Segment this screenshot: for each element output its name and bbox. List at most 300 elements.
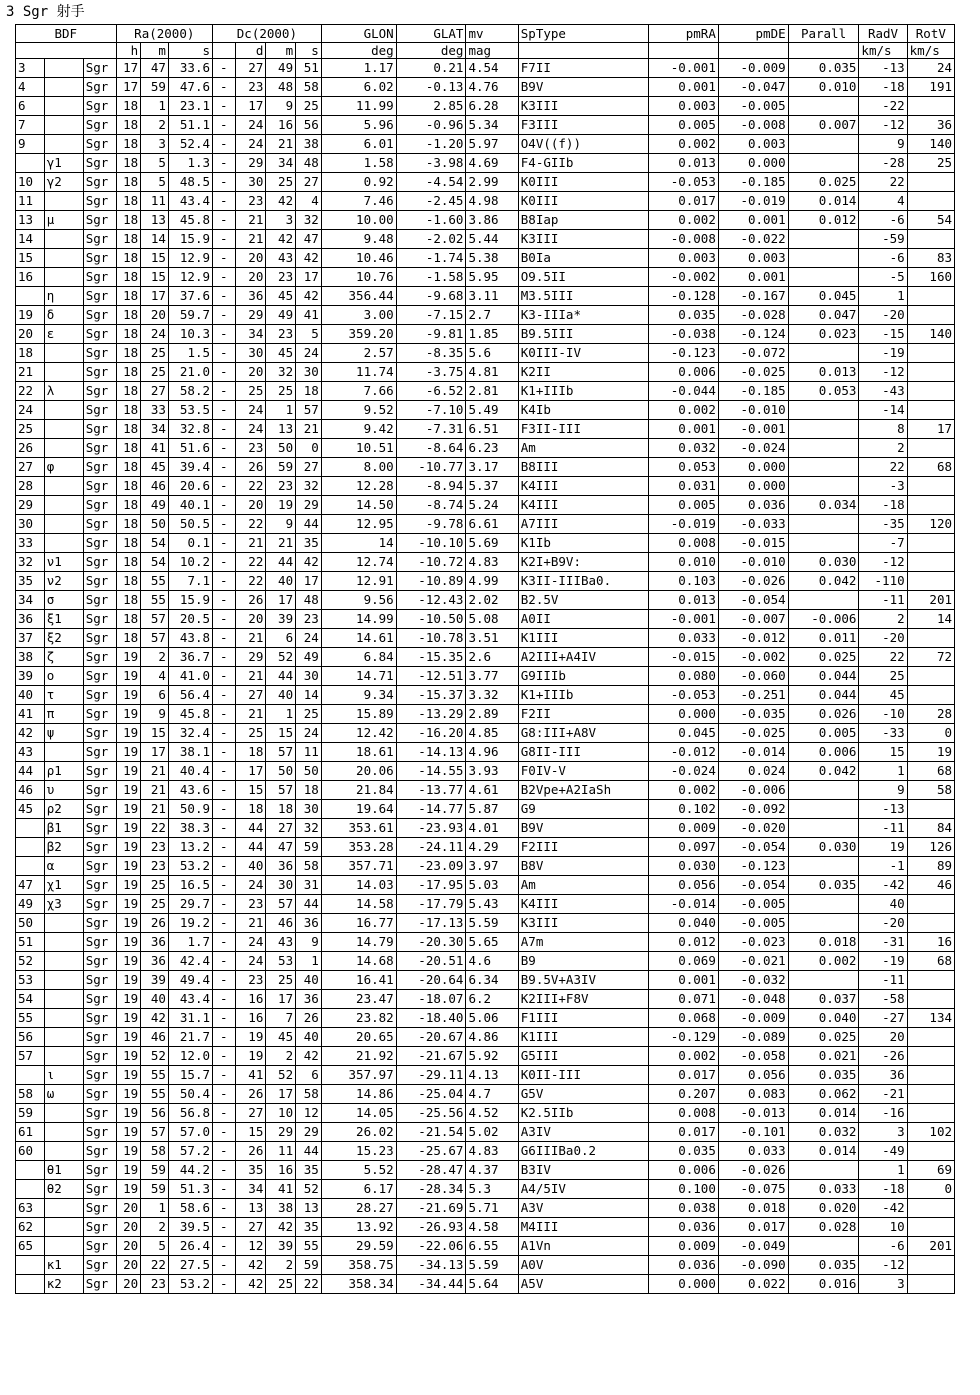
- cell-pmde: 0.083: [718, 1085, 788, 1104]
- cell-mv: 5.34: [466, 116, 518, 135]
- cell-dec-m: 57: [266, 743, 296, 762]
- cell-pmde: 0.024: [718, 762, 788, 781]
- cell-sptype: F3II-III: [518, 420, 648, 439]
- table-row: [16, 306, 955, 325]
- cell-glon: 12.91: [321, 572, 396, 591]
- cell-parall: 0.011: [788, 629, 859, 648]
- cell-glon: 358.75: [321, 1256, 396, 1275]
- cell-mv: 4.83: [466, 1142, 518, 1161]
- cell-radv: -6: [859, 1237, 907, 1256]
- cell-sptype: K3III: [518, 914, 648, 933]
- cell-dec-d: 21: [235, 629, 266, 648]
- cell-bdf-number: 60: [16, 1142, 45, 1161]
- cell-glat: -7.15: [396, 306, 466, 325]
- table-row: [16, 496, 955, 515]
- cell-parall: 0.023: [788, 325, 859, 344]
- cell-bayer: σ: [44, 591, 83, 610]
- cell-pmde: 0.056: [718, 1066, 788, 1085]
- cell-ra-m: 55: [141, 572, 169, 591]
- cell-ra-m: 36: [141, 952, 169, 971]
- cell-glat: -25.04: [396, 1085, 466, 1104]
- cell-radv: -18: [859, 1180, 907, 1199]
- cell-pmde: 0.018: [718, 1199, 788, 1218]
- cell-parall: [788, 800, 859, 819]
- cell-glat: -25.67: [396, 1142, 466, 1161]
- cell-glon: 14.79: [321, 933, 396, 952]
- cell-sptype: B9.5III: [518, 325, 648, 344]
- header-rotv: RotV: [907, 25, 954, 43]
- cell-sptype: K3III: [518, 97, 648, 116]
- cell-constellation: Sgr: [83, 1085, 116, 1104]
- cell-ra-m: 15: [141, 249, 169, 268]
- cell-dec-m: 32: [266, 363, 296, 382]
- cell-dec-sign: -: [213, 1256, 236, 1275]
- cell-dec-sign: -: [213, 762, 236, 781]
- cell-glon: 10.76: [321, 268, 396, 287]
- cell-ra-s: 43.4: [168, 192, 212, 211]
- cell-ra-h: 19: [116, 838, 141, 857]
- table-row: [16, 819, 955, 838]
- cell-pmra: -0.053: [649, 686, 719, 705]
- cell-bayer: υ: [44, 781, 83, 800]
- cell-pmra: 0.040: [649, 914, 719, 933]
- cell-sptype: K1III: [518, 629, 648, 648]
- cell-bayer: [44, 1142, 83, 1161]
- cell-ra-h: 19: [116, 1066, 141, 1085]
- cell-bdf-number: 41: [16, 705, 45, 724]
- cell-sptype: A4/5IV: [518, 1180, 648, 1199]
- cell-dec-s: 14: [296, 686, 322, 705]
- cell-bayer: [44, 743, 83, 762]
- cell-bdf-number: 40: [16, 686, 45, 705]
- cell-parall: 0.044: [788, 667, 859, 686]
- cell-radv: 3: [859, 1123, 907, 1142]
- cell-ra-s: 20.6: [168, 477, 212, 496]
- cell-dec-sign: -: [213, 1009, 236, 1028]
- cell-ra-s: 21.7: [168, 1028, 212, 1047]
- cell-bayer: [44, 249, 83, 268]
- cell-glat: -21.69: [396, 1199, 466, 1218]
- cell-dec-s: 35: [296, 1218, 322, 1237]
- cell-glat: -2.45: [396, 192, 466, 211]
- cell-sptype: F2II: [518, 705, 648, 724]
- cell-rotv: [907, 572, 954, 591]
- cell-pmra: -0.123: [649, 344, 719, 363]
- cell-bdf-number: 4: [16, 78, 45, 97]
- cell-dec-m: 10: [266, 1104, 296, 1123]
- cell-bayer: [44, 230, 83, 249]
- cell-dec-d: 35: [235, 1161, 266, 1180]
- cell-radv: -28: [859, 154, 907, 173]
- cell-glon: 15.23: [321, 1142, 396, 1161]
- cell-rotv: 58: [907, 781, 954, 800]
- cell-constellation: Sgr: [83, 154, 116, 173]
- cell-ra-m: 20: [141, 306, 169, 325]
- cell-glon: 356.44: [321, 287, 396, 306]
- cell-parall: [788, 1161, 859, 1180]
- cell-radv: -26: [859, 1047, 907, 1066]
- cell-sptype: B2Vpe+A2IaSh: [518, 781, 648, 800]
- cell-ra-h: 20: [116, 1275, 141, 1294]
- cell-glat: -14.55: [396, 762, 466, 781]
- table-row: [16, 382, 955, 401]
- cell-pmde: -0.123: [718, 857, 788, 876]
- cell-radv: -33: [859, 724, 907, 743]
- cell-pmde: -0.012: [718, 629, 788, 648]
- cell-dec-m: 42: [266, 192, 296, 211]
- cell-dec-sign: -: [213, 154, 236, 173]
- cell-pmra: 0.001: [649, 420, 719, 439]
- cell-rotv: [907, 97, 954, 116]
- cell-pmra: 0.005: [649, 496, 719, 515]
- cell-ra-h: 19: [116, 743, 141, 762]
- cell-ra-s: 21.0: [168, 363, 212, 382]
- cell-parall: [788, 230, 859, 249]
- cell-dec-sign: -: [213, 629, 236, 648]
- cell-mv: 6.28: [466, 97, 518, 116]
- cell-constellation: Sgr: [83, 496, 116, 515]
- cell-glon: 6.17: [321, 1180, 396, 1199]
- cell-dec-s: 26: [296, 1009, 322, 1028]
- cell-radv: 10: [859, 1218, 907, 1237]
- cell-glon: 26.02: [321, 1123, 396, 1142]
- cell-pmra: 0.102: [649, 800, 719, 819]
- cell-ra-m: 59: [141, 1180, 169, 1199]
- cell-ra-s: 39.5: [168, 1218, 212, 1237]
- cell-rotv: [907, 1104, 954, 1123]
- cell-dec-m: 45: [266, 1028, 296, 1047]
- cell-radv: -12: [859, 116, 907, 135]
- cell-sptype: B2.5V: [518, 591, 648, 610]
- cell-glat: -17.95: [396, 876, 466, 895]
- cell-dec-s: 57: [296, 401, 322, 420]
- cell-constellation: Sgr: [83, 933, 116, 952]
- cell-dec-d: 24: [235, 876, 266, 895]
- cell-bdf-number: 39: [16, 667, 45, 686]
- cell-bayer: [44, 971, 83, 990]
- cell-ra-s: 7.1: [168, 572, 212, 591]
- cell-glat: -9.68: [396, 287, 466, 306]
- subheader-parall-blank: [788, 43, 859, 59]
- cell-dec-sign: -: [213, 59, 236, 78]
- cell-dec-sign: -: [213, 382, 236, 401]
- cell-radv: -18: [859, 496, 907, 515]
- cell-dec-m: 57: [266, 895, 296, 914]
- cell-glon: 28.27: [321, 1199, 396, 1218]
- cell-bayer: [44, 1047, 83, 1066]
- cell-ra-m: 25: [141, 344, 169, 363]
- cell-dec-s: 1: [296, 952, 322, 971]
- cell-rotv: 140: [907, 135, 954, 154]
- table-row: [16, 686, 955, 705]
- cell-ra-m: 2: [141, 1218, 169, 1237]
- cell-bayer: κ1: [44, 1256, 83, 1275]
- cell-parall: [788, 420, 859, 439]
- table-row: [16, 249, 955, 268]
- cell-dec-m: 7: [266, 1009, 296, 1028]
- cell-ra-h: 18: [116, 363, 141, 382]
- cell-dec-sign: -: [213, 173, 236, 192]
- cell-radv: 22: [859, 458, 907, 477]
- cell-ra-s: 29.7: [168, 895, 212, 914]
- cell-parall: -0.006: [788, 610, 859, 629]
- cell-dec-sign: -: [213, 990, 236, 1009]
- cell-dec-s: 30: [296, 800, 322, 819]
- subheader-rotv: km/s: [907, 43, 954, 59]
- cell-ra-s: 45.8: [168, 211, 212, 230]
- cell-glat: -8.74: [396, 496, 466, 515]
- cell-pmde: -0.025: [718, 363, 788, 382]
- cell-constellation: Sgr: [83, 249, 116, 268]
- cell-dec-sign: -: [213, 1047, 236, 1066]
- cell-dec-sign: -: [213, 420, 236, 439]
- cell-bdf-number: 26: [16, 439, 45, 458]
- cell-dec-m: 27: [266, 819, 296, 838]
- cell-dec-d: 23: [235, 439, 266, 458]
- cell-sptype: K3III: [518, 230, 648, 249]
- cell-pmra: 0.005: [649, 116, 719, 135]
- cell-pmde: -0.015: [718, 534, 788, 553]
- cell-radv: -20: [859, 629, 907, 648]
- cell-ra-m: 34: [141, 420, 169, 439]
- cell-pmra: 0.002: [649, 781, 719, 800]
- cell-pmra: -0.008: [649, 230, 719, 249]
- cell-bdf-number: [16, 1066, 45, 1085]
- cell-glon: 358.34: [321, 1275, 396, 1294]
- cell-dec-d: 27: [235, 59, 266, 78]
- cell-mv: 5.69: [466, 534, 518, 553]
- cell-rotv: [907, 1256, 954, 1275]
- cell-dec-d: 26: [235, 458, 266, 477]
- cell-dec-sign: -: [213, 895, 236, 914]
- table-row: [16, 173, 955, 192]
- cell-dec-s: 9: [296, 933, 322, 952]
- cell-bayer: [44, 192, 83, 211]
- cell-rotv: 54: [907, 211, 954, 230]
- cell-mv: 4.98: [466, 192, 518, 211]
- cell-rotv: 83: [907, 249, 954, 268]
- cell-rotv: [907, 1199, 954, 1218]
- cell-pmra: -0.001: [649, 59, 719, 78]
- cell-sptype: K2I+B9V:: [518, 553, 648, 572]
- cell-ra-h: 19: [116, 781, 141, 800]
- table-row: [16, 933, 955, 952]
- cell-pmra: -0.129: [649, 1028, 719, 1047]
- cell-bdf-number: 61: [16, 1123, 45, 1142]
- cell-bdf-number: 6: [16, 97, 45, 116]
- table-row: [16, 1237, 955, 1256]
- cell-ra-h: 18: [116, 344, 141, 363]
- cell-dec-s: 51: [296, 59, 322, 78]
- cell-dec-d: 34: [235, 1180, 266, 1199]
- cell-glon: 16.77: [321, 914, 396, 933]
- cell-glat: -4.54: [396, 173, 466, 192]
- cell-pmde: -0.013: [718, 1104, 788, 1123]
- cell-mv: 4.52: [466, 1104, 518, 1123]
- cell-radv: -13: [859, 59, 907, 78]
- cell-constellation: Sgr: [83, 344, 116, 363]
- cell-dec-m: 15: [266, 724, 296, 743]
- table-row: [16, 1104, 955, 1123]
- cell-bdf-number: 9: [16, 135, 45, 154]
- table-row: [16, 363, 955, 382]
- cell-ra-m: 25: [141, 876, 169, 895]
- cell-bdf-number: 14: [16, 230, 45, 249]
- cell-bdf-number: 22: [16, 382, 45, 401]
- cell-pmra: 0.053: [649, 458, 719, 477]
- cell-mv: 5.08: [466, 610, 518, 629]
- cell-dec-sign: -: [213, 458, 236, 477]
- cell-sptype: M3.5III: [518, 287, 648, 306]
- cell-mv: 5.44: [466, 230, 518, 249]
- cell-sptype: G8:III+A8V: [518, 724, 648, 743]
- cell-dec-m: 40: [266, 572, 296, 591]
- cell-glon: 6.02: [321, 78, 396, 97]
- cell-glon: 15.89: [321, 705, 396, 724]
- cell-glat: -15.35: [396, 648, 466, 667]
- cell-sptype: G5V: [518, 1085, 648, 1104]
- cell-pmde: -0.008: [718, 116, 788, 135]
- cell-mv: 4.61: [466, 781, 518, 800]
- cell-ra-h: 19: [116, 686, 141, 705]
- cell-radv: -6: [859, 249, 907, 268]
- cell-rotv: 126: [907, 838, 954, 857]
- cell-dec-m: 46: [266, 914, 296, 933]
- cell-pmde: -0.026: [718, 572, 788, 591]
- cell-rotv: 0: [907, 724, 954, 743]
- cell-dec-m: 53: [266, 952, 296, 971]
- cell-parall: [788, 819, 859, 838]
- cell-glat: -8.64: [396, 439, 466, 458]
- cell-bdf-number: 35: [16, 572, 45, 591]
- cell-ra-h: 19: [116, 1085, 141, 1104]
- cell-glat: -18.07: [396, 990, 466, 1009]
- cell-bayer: ρ2: [44, 800, 83, 819]
- cell-dec-sign: -: [213, 439, 236, 458]
- cell-dec-s: 11: [296, 743, 322, 762]
- cell-glon: 10.00: [321, 211, 396, 230]
- cell-bdf-number: 18: [16, 344, 45, 363]
- cell-glon: 23.47: [321, 990, 396, 1009]
- cell-sptype: B3IV: [518, 1161, 648, 1180]
- table-row: [16, 1047, 955, 1066]
- cell-dec-d: 12: [235, 1237, 266, 1256]
- subheader-sign-blank: [213, 43, 236, 59]
- cell-dec-s: 25: [296, 97, 322, 116]
- cell-dec-sign: -: [213, 857, 236, 876]
- cell-constellation: Sgr: [83, 781, 116, 800]
- cell-constellation: Sgr: [83, 1180, 116, 1199]
- cell-dec-m: 21: [266, 534, 296, 553]
- cell-radv: 22: [859, 648, 907, 667]
- cell-dec-d: 20: [235, 610, 266, 629]
- cell-bdf-number: 50: [16, 914, 45, 933]
- cell-dec-s: 59: [296, 1256, 322, 1275]
- cell-ra-h: 18: [116, 192, 141, 211]
- cell-ra-s: 38.3: [168, 819, 212, 838]
- cell-pmra: 0.000: [649, 705, 719, 724]
- table-row: [16, 230, 955, 249]
- cell-dec-s: 29: [296, 496, 322, 515]
- cell-ra-m: 3: [141, 135, 169, 154]
- cell-pmde: -0.020: [718, 819, 788, 838]
- cell-sptype: A7m: [518, 933, 648, 952]
- cell-constellation: Sgr: [83, 1218, 116, 1237]
- table-row: [16, 534, 955, 553]
- cell-glon: 1.17: [321, 59, 396, 78]
- cell-pmra: 0.017: [649, 192, 719, 211]
- cell-sptype: B9: [518, 952, 648, 971]
- cell-constellation: Sgr: [83, 876, 116, 895]
- table-row: [16, 990, 955, 1009]
- cell-dec-m: 9: [266, 515, 296, 534]
- cell-bdf-number: 24: [16, 401, 45, 420]
- cell-parall: 0.025: [788, 1028, 859, 1047]
- cell-bdf-number: [16, 838, 45, 857]
- cell-bdf-number: [16, 1180, 45, 1199]
- cell-mv: 4.76: [466, 78, 518, 97]
- cell-glon: 14.61: [321, 629, 396, 648]
- cell-glon: 7.66: [321, 382, 396, 401]
- cell-ra-s: 10.2: [168, 553, 212, 572]
- cell-parall: 0.028: [788, 1218, 859, 1237]
- cell-pmra: 0.002: [649, 211, 719, 230]
- cell-dec-d: 36: [235, 287, 266, 306]
- table-row: [16, 211, 955, 230]
- table-row: [16, 1028, 955, 1047]
- cell-parall: 0.053: [788, 382, 859, 401]
- cell-parall: 0.035: [788, 59, 859, 78]
- cell-dec-sign: -: [213, 135, 236, 154]
- cell-dec-sign: -: [213, 1028, 236, 1047]
- cell-parall: 0.025: [788, 648, 859, 667]
- cell-dec-d: 20: [235, 363, 266, 382]
- cell-dec-m: 38: [266, 1199, 296, 1218]
- cell-ra-s: 40.4: [168, 762, 212, 781]
- header-pmra: pmRA: [649, 25, 719, 43]
- cell-ra-m: 50: [141, 515, 169, 534]
- cell-bayer: [44, 363, 83, 382]
- cell-rotv: [907, 344, 954, 363]
- cell-dec-m: 48: [266, 78, 296, 97]
- cell-dec-m: 23: [266, 268, 296, 287]
- cell-dec-s: 48: [296, 591, 322, 610]
- cell-ra-s: 48.5: [168, 173, 212, 192]
- cell-glon: 14.03: [321, 876, 396, 895]
- cell-bayer: [44, 534, 83, 553]
- cell-glon: 353.61: [321, 819, 396, 838]
- cell-ra-m: 2: [141, 648, 169, 667]
- subheader-glat: deg: [396, 43, 466, 59]
- cell-ra-m: 49: [141, 496, 169, 515]
- cell-constellation: Sgr: [83, 667, 116, 686]
- cell-bayer: γ2: [44, 173, 83, 192]
- cell-glon: 14.86: [321, 1085, 396, 1104]
- cell-dec-m: 29: [266, 1123, 296, 1142]
- cell-dec-d: 25: [235, 724, 266, 743]
- cell-ra-m: 1: [141, 1199, 169, 1218]
- cell-dec-sign: -: [213, 553, 236, 572]
- cell-dec-m: 41: [266, 1180, 296, 1199]
- cell-bayer: [44, 420, 83, 439]
- cell-mv: 5.95: [466, 268, 518, 287]
- cell-pmde: -0.022: [718, 230, 788, 249]
- cell-ra-s: 10.3: [168, 325, 212, 344]
- cell-dec-s: 13: [296, 1199, 322, 1218]
- cell-ra-h: 18: [116, 610, 141, 629]
- cell-ra-m: 54: [141, 534, 169, 553]
- cell-radv: 9: [859, 135, 907, 154]
